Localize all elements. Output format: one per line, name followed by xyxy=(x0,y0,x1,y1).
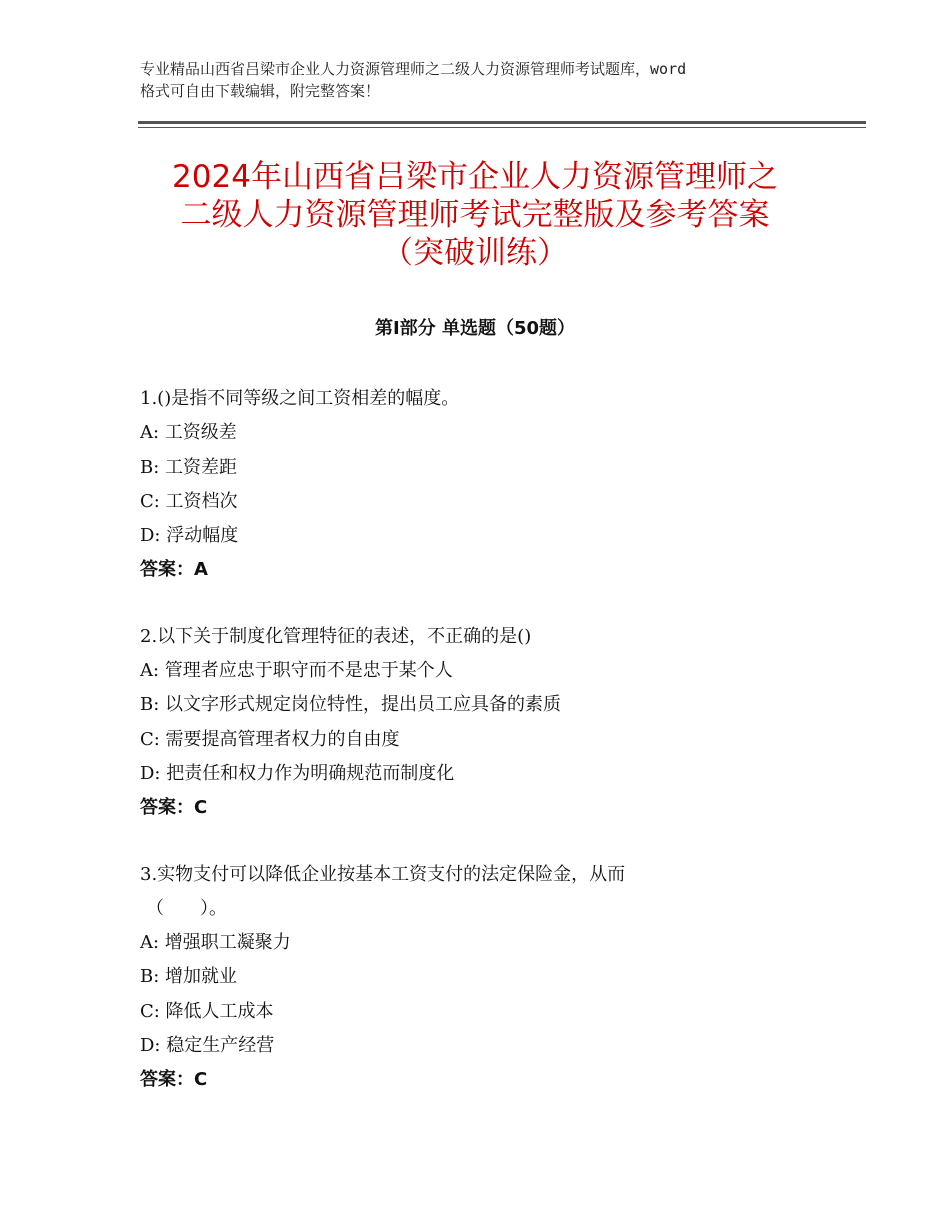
title-line-1: 2024年山西省吕梁市企业人力资源管理师之 xyxy=(172,159,778,195)
option-c: C: 需要提高管理者权力的自由度 xyxy=(140,728,400,750)
option-c: C: 工资档次 xyxy=(140,490,238,512)
option-a: A: 工资级差 xyxy=(140,422,237,444)
header-note xyxy=(140,58,830,102)
document-title xyxy=(100,158,850,272)
section-title: 第Ⅰ部分 单选题（50题） xyxy=(374,318,575,339)
question-stem: 2.以下关于制度化管理特征的表述，不正确的是() xyxy=(140,625,532,647)
option-a: A: 增强职工凝聚力 xyxy=(140,932,291,954)
option-d: D: 浮动幅度 xyxy=(140,525,239,547)
answer: 答案：C xyxy=(140,1069,208,1091)
answer: 答案：A xyxy=(140,559,208,581)
header-note-line-2: 格式可自由下载编辑，附完整答案！ xyxy=(140,82,381,100)
question-stem-continued: （ ）。 xyxy=(146,897,227,919)
question-stem: 3.实物支付可以降低企业按基本工资支付的法定保险金，从而 xyxy=(140,863,626,885)
question-2 xyxy=(140,620,840,826)
question-list xyxy=(140,382,840,1130)
title-line-3: （突破训练） xyxy=(382,235,568,271)
question-3 xyxy=(140,858,840,1098)
option-b: B: 工资差距 xyxy=(140,456,238,478)
answer: 答案：C xyxy=(140,797,208,819)
option-c: C: 降低人工成本 xyxy=(140,1000,274,1022)
option-b: B: 增加就业 xyxy=(140,966,238,988)
question-stem: 1.()是指不同等级之间工资相差的幅度。 xyxy=(140,388,460,409)
option-d: D: 把责任和权力作为明确规范而制度化 xyxy=(140,762,455,784)
header-note-line-1: 专业精品山西省吕梁市企业人力资源管理师之二级人力资源管理师考试题库，word xyxy=(140,60,687,78)
option-b: B: 以文字形式规定岗位特性，提出员工应具备的素质 xyxy=(140,694,562,716)
title-line-2: 二级人力资源管理师考试完整版及参考答案 xyxy=(180,197,770,233)
option-a: A: 管理者应忠于职守而不是忠于某个人 xyxy=(140,660,453,682)
question-1 xyxy=(140,382,840,588)
option-d: D: 稳定生产经营 xyxy=(140,1035,275,1057)
header-divider xyxy=(138,121,866,124)
header-divider-thin xyxy=(138,127,866,128)
